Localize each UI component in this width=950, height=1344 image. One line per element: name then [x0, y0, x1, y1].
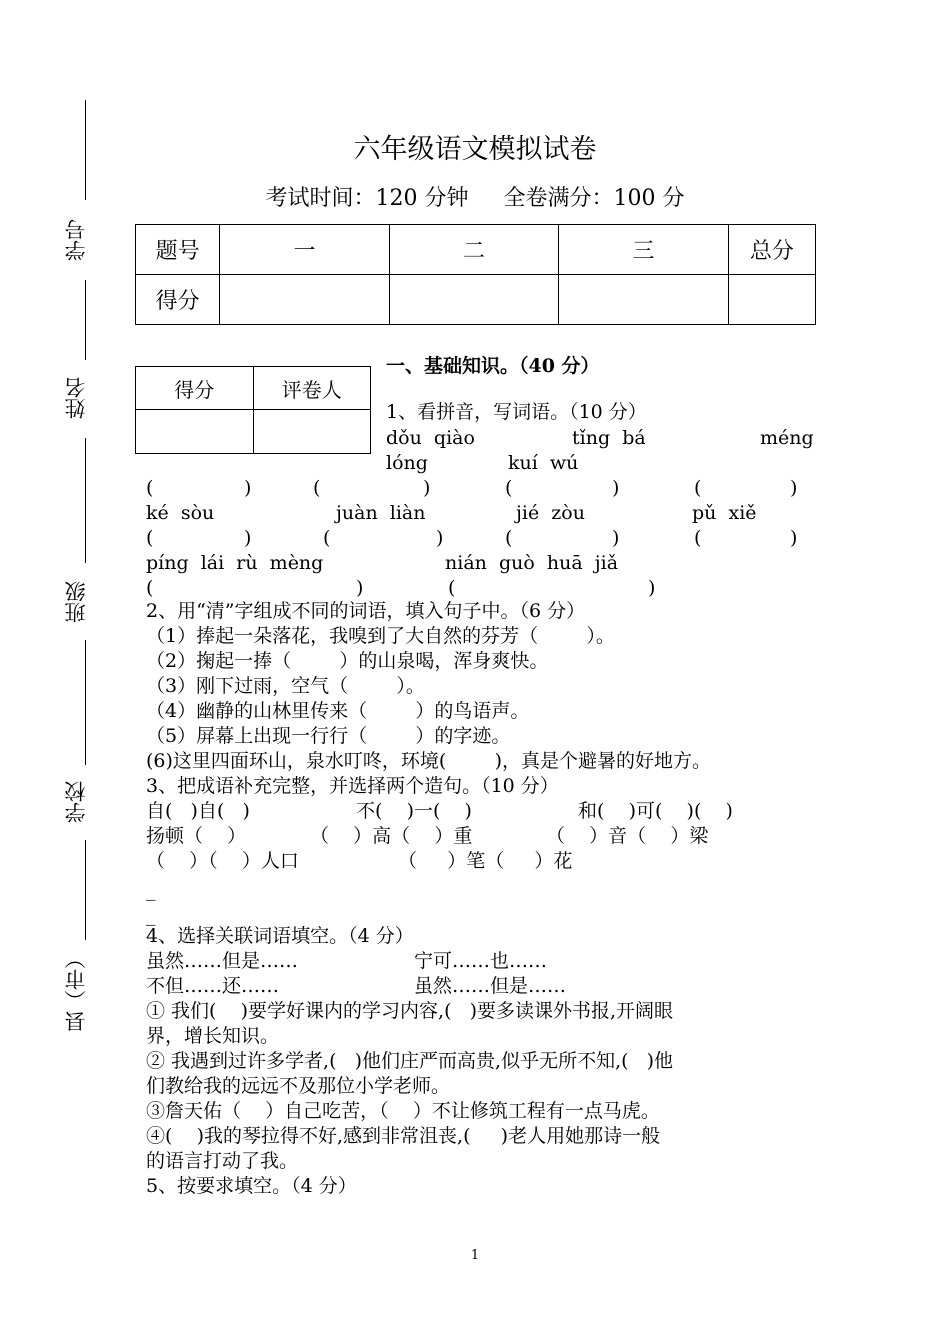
score-row-label: 得分: [136, 275, 220, 325]
binding-line: [85, 840, 86, 940]
idiom-blank: 不( )一( ): [356, 800, 472, 822]
binding-line: [85, 640, 86, 765]
answer-bracket: ): [244, 527, 252, 549]
grader-table: [135, 366, 371, 454]
answer-bracket: (: [505, 477, 513, 499]
question-item: (6)这里四面环山，泉水叮咚，环境( )，真是个避暑的好地方。: [146, 750, 712, 772]
margin-label-school: 学校: [64, 781, 88, 823]
pinyin: juàn liàn: [336, 502, 426, 524]
answer-bracket: (: [313, 477, 321, 499]
margin-label-county: 县（市）: [64, 948, 88, 1032]
margin-label-student-id: 学号: [64, 219, 88, 261]
question-item: （5）屏幕上出现一行行（ ）的字迹。: [146, 725, 511, 747]
option: 虽然……但是……: [414, 975, 567, 997]
answer-bracket: (: [448, 577, 456, 599]
answer-bracket: ): [612, 477, 620, 499]
answer-bracket: ): [790, 527, 798, 549]
answer-bracket: (: [146, 527, 154, 549]
question-item: 界，增长知识。: [146, 1025, 280, 1047]
answer-bracket: (: [505, 527, 513, 549]
question-title: 5、按要求填空。（4 分）: [146, 1175, 357, 1197]
question-item: （2）掬起一捧（ ）的山泉喝，浑身爽快。: [146, 650, 549, 672]
answer-bracket: ): [423, 477, 431, 499]
answer-bracket: ): [612, 527, 620, 549]
option: 宁可……也……: [414, 950, 548, 972]
idiom-blank: （ ）音（ ）梁: [546, 825, 709, 847]
idiom-blank: （ ）笔（ ）花: [398, 850, 573, 872]
pinyin: méng: [760, 427, 814, 449]
section-heading: 一、基础知识。（40 分）: [386, 355, 600, 377]
idiom-blank: （ ）高（ ）重: [310, 825, 473, 847]
grader-cell[interactable]: [136, 410, 254, 454]
answer-bracket: (: [694, 527, 702, 549]
question-item: （4）幽静的山林里传来（ ）的鸟语声。: [146, 700, 530, 722]
answer-bracket: (: [146, 477, 154, 499]
score-header-cell: 三: [559, 225, 728, 275]
score-header-cell: 总分: [728, 225, 815, 275]
page-number: 1: [470, 1248, 480, 1263]
grader-header-cell: 得分: [136, 367, 254, 410]
answer-bracket: (: [323, 527, 331, 549]
writing-blank: _: [146, 904, 156, 926]
margin-label-class: 班级: [64, 581, 88, 623]
question-title: 2、用“清”字组成不同的词语，填入句子中。（6 分）: [146, 600, 586, 622]
idiom-blank: 扬顿（ ）: [146, 825, 247, 847]
writing-blank: _: [146, 879, 156, 901]
question-title: 1、看拼音，写词语。（10 分）: [386, 401, 647, 423]
pinyin: nián guò huā jiǎ: [445, 552, 619, 574]
option: 虽然……但是……: [146, 950, 299, 972]
question-item: ① 我们( )要学好课内的学习内容,( )要多读课外书报,开阔眼: [146, 1000, 674, 1022]
score-header-cell: 二: [389, 225, 558, 275]
pinyin: lóng: [386, 452, 428, 474]
idiom-blank: （ ）（ ）人口: [146, 850, 299, 872]
exam-title: 六年级语文模拟试卷: [353, 134, 597, 165]
pinyin: ké sòu: [146, 502, 215, 524]
question-title: 4、选择关联词语填空。（4 分）: [146, 925, 414, 947]
score-cell[interactable]: [559, 275, 728, 325]
answer-bracket: ): [436, 527, 444, 549]
answer-bracket: ): [790, 477, 798, 499]
pinyin: píng lái rù mèng: [146, 552, 324, 574]
pinyin: pǔ xiě: [692, 502, 757, 524]
question-item: ③詹天佑（ ）自己吃苦，（ ）不让修筑工程有一点马虎。: [146, 1100, 660, 1122]
pinyin: tǐng bá: [572, 427, 646, 449]
margin-label-name: 姓名: [64, 377, 88, 419]
question-item: ② 我遇到过许多学者,( )他们庄严而高贵,似乎无所不知,( )他: [146, 1050, 674, 1072]
grader-header-cell: 评卷人: [253, 367, 371, 410]
question-item: ④( )我的琴拉得不好,感到非常沮丧,( )老人用她那诗一般: [146, 1125, 661, 1147]
answer-bracket: (: [146, 577, 154, 599]
score-header-cell: 一: [220, 225, 389, 275]
pinyin: jié zòu: [516, 502, 585, 524]
binding-line: [85, 438, 86, 563]
score-cell[interactable]: [389, 275, 558, 325]
score-cell[interactable]: [220, 275, 389, 325]
exam-subtitle: 考试时间：120 分钟 全卷满分：100 分: [265, 186, 685, 211]
pinyin: dǒu qiào: [386, 427, 475, 449]
pinyin: kuí wú: [508, 452, 579, 474]
question-title: 3、把成语补充完整，并选择两个造句。（10 分）: [146, 775, 559, 797]
question-item: （3）刚下过雨，空气（ ）。: [146, 675, 425, 697]
question-item: 的语言打动了我。: [146, 1150, 299, 1172]
answer-bracket: ): [244, 477, 252, 499]
binding-line: [85, 280, 86, 360]
score-header-cell: 题号: [136, 225, 220, 275]
question-item: 们教给我的远远不及那位小学老师。: [146, 1075, 451, 1097]
idiom-blank: 自( )自( ): [146, 800, 250, 822]
grader-cell[interactable]: [253, 410, 371, 454]
question-item: （1）捧起一朵落花，我嗅到了大自然的芬芳（ ）。: [146, 625, 615, 647]
answer-bracket: ): [356, 577, 364, 599]
score-table: [135, 224, 816, 325]
answer-bracket: ): [648, 577, 656, 599]
option: 不但……还……: [146, 975, 280, 997]
score-cell[interactable]: [728, 275, 815, 325]
idiom-blank: 和( )可( )( ): [578, 800, 733, 822]
answer-bracket: (: [694, 477, 702, 499]
